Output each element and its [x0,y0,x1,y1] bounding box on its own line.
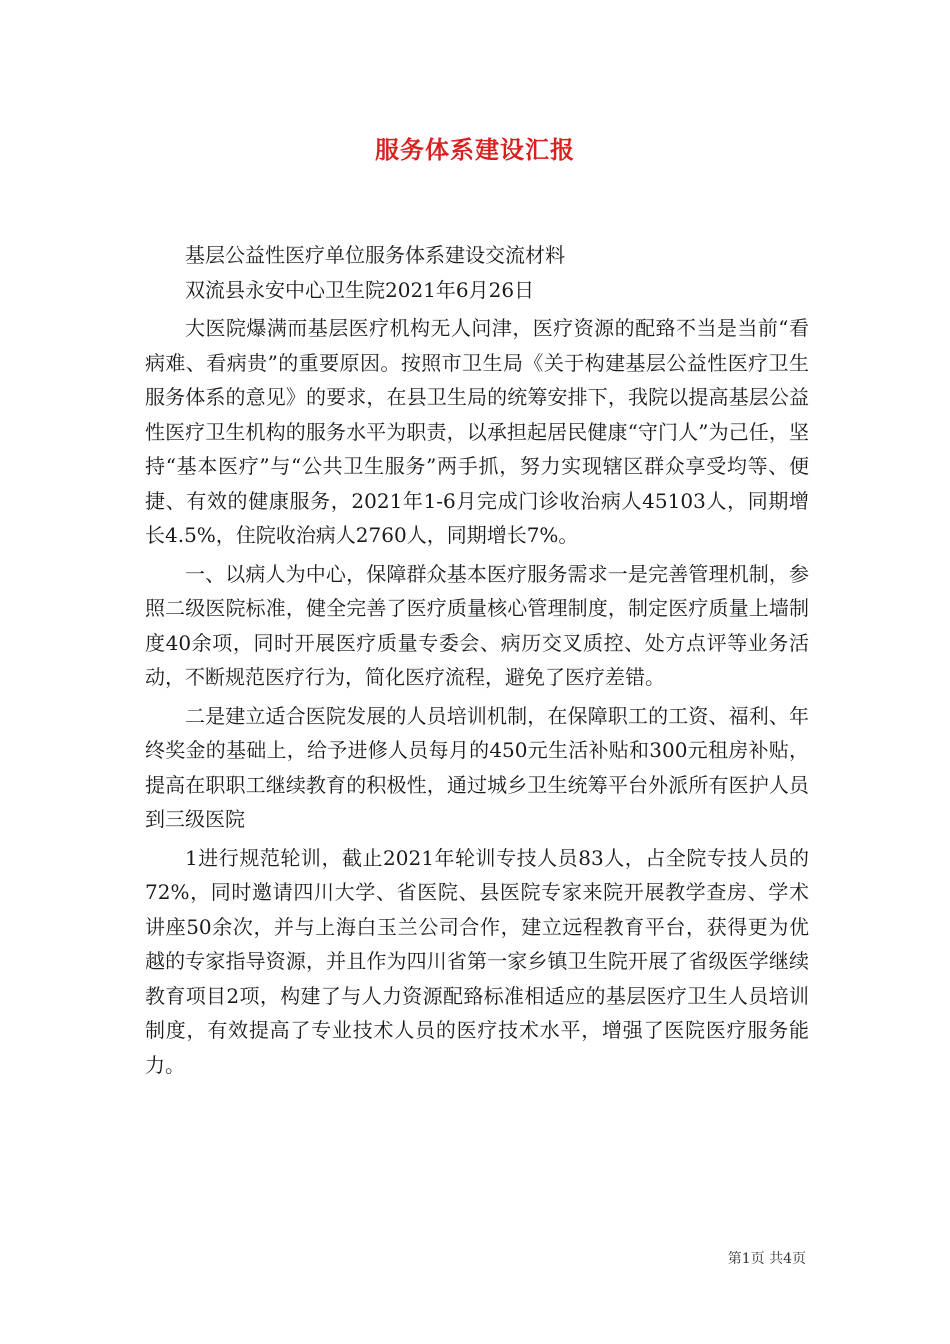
paragraph-subtitle: 基层公益性医疗单位服务体系建设交流材料 [185,243,565,267]
paragraph-section-one: 一、以病人为中心，保障群众基本医疗服务需求一是完善管理机制，参照二级医院标准，健全完善了医疗质量核心管理制度，制定医疗质量上墙制度40余项，同时开展医疗质量专委会、病历交叉质控、处方点评等业务活动，不断规范医疗行为，简化医疗流程，避免了医疗差错。 [145,561,809,689]
page-title: 服务体系建设汇报 [375,135,575,164]
paragraph-training: 二是建立适合医院发展的人员培训机制，在保障职工的工资、福利、年终奖金的基础上，给予进修人员每月的450元生活补贴和300元租房补贴，提高在职职工继续教育的积极性，通过城乡卫生统筹平台外派所有医护人员到三级医院 [145,703,809,831]
paragraph-date-line: 双流县永安中心卫生院2021年6月26日 [185,277,535,302]
page-number: 第1页 共4页 [727,1251,806,1267]
paragraph-intro: 大医院爆满而基层医疗机构无人问津，医疗资源的配臵不当是当前“看病难、看病贵”的重要原因。按照市卫生局《关于构建基层公益性医疗卫生服务体系的意见》的要求，在县卫生局的统筹安排下，我院以提高基层公益性医疗卫生机构的服务水平为职责，以承担起居民健康“守门人”为己任，坚持“基本医疗”与“公共卫生服务”两手抓，努力实现辖区群众享受均等、便捷、有效的健康服务，2021年1-6月完成门诊收治病人45103人，同期增长4.5%，住院收治病人2760人，同期增长7%。 [145,316,809,547]
paragraph-rotation: 1进行规范轮训，截止2021年轮训专技人员83人，占全院专技人员的72%，同时邀请四川大学、省医院、县医院专家来院开展教学查房、学术讲座50余次，并与上海白玉兰公司合作，建立远程教育平台，获得更为优越的专家指导资源，并且作为四川省第一家乡镇卫生院开展了省级医学继续教育项目2项，构建了与人力资源配臵标准相适应的基层医疗卫生人员培训制度，有效提高了专业技术人员的医疗技术水平，增强了医院医疗服务能力。 [145,845,809,1077]
document-body [145,238,809,1082]
